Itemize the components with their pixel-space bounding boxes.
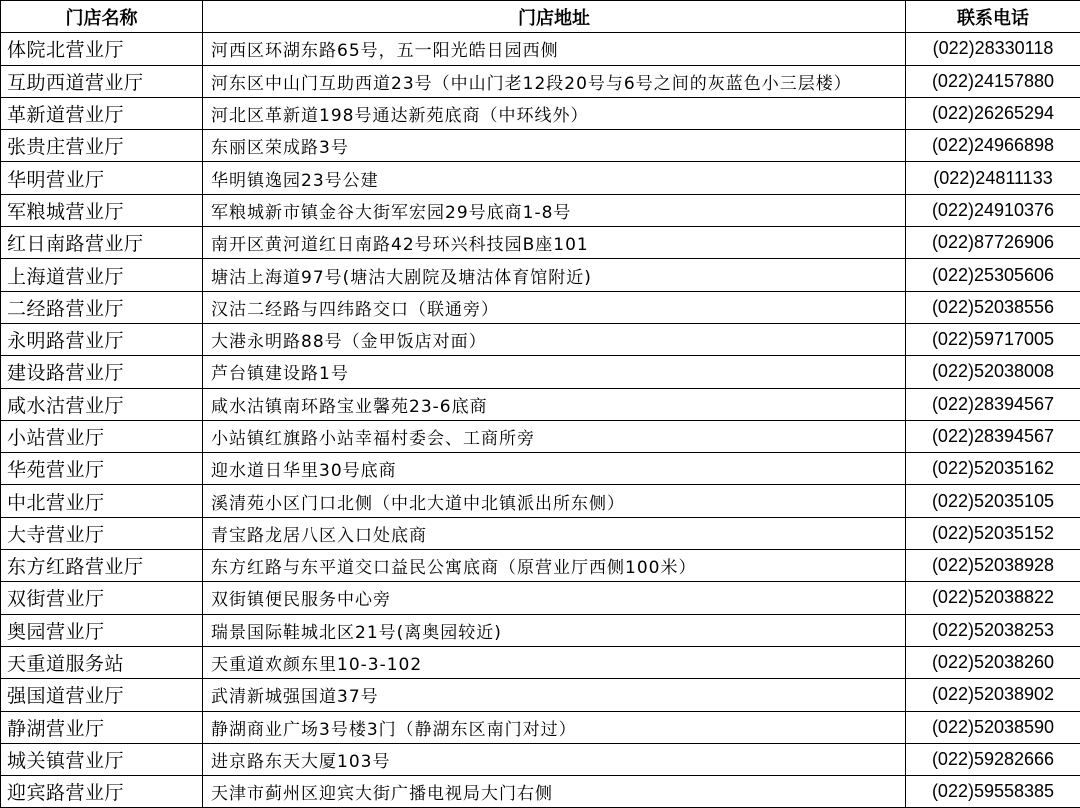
table-row bbox=[1, 130, 1080, 162]
phone-cell: (022)87726906 bbox=[906, 227, 1080, 259]
store-address-cell: 军粮城新市镇金谷大街军宏园29号底商1-8号 bbox=[203, 194, 906, 226]
phone-cell: (022)52035105 bbox=[906, 485, 1080, 517]
store-address-cell: 芦台镇建设路1号 bbox=[203, 356, 906, 388]
table-row bbox=[1, 194, 1080, 226]
table-row bbox=[1, 614, 1080, 646]
store-name-cell: 静湖营业厅 bbox=[1, 711, 203, 743]
header-phone: 联系电话 bbox=[906, 1, 1080, 33]
store-address-cell: 溪清苑小区门口北侧（中北大道中北镇派出所东侧） bbox=[203, 485, 906, 517]
store-address-cell: 东丽区荣成路3号 bbox=[203, 130, 906, 162]
store-address-cell: 汉沽二经路与四纬路交口（联通旁） bbox=[203, 291, 906, 323]
store-address-cell: 咸水沽镇南环路宝业馨苑23-6底商 bbox=[203, 388, 906, 420]
store-address-cell: 迎水道日华里30号底商 bbox=[203, 453, 906, 485]
table-row bbox=[1, 291, 1080, 323]
store-address-cell: 武清新城强国道37号 bbox=[203, 679, 906, 711]
phone-cell: (022)26265294 bbox=[906, 97, 1080, 129]
store-address-cell: 大港永明路88号（金甲饭店对面） bbox=[203, 323, 906, 355]
phone-cell: (022)24157880 bbox=[906, 65, 1080, 97]
store-address-cell: 河东区中山门互助西道23号（中山门老12段20号与6号之间的灰蓝色小三层楼） bbox=[203, 65, 906, 97]
store-address-cell: 河西区环湖东路65号，五一阳光皓日园西侧 bbox=[203, 33, 906, 65]
table-row bbox=[1, 420, 1080, 452]
store-name-cell: 大寺营业厅 bbox=[1, 517, 203, 549]
store-address-cell: 天重道欢颜东里10-3-102 bbox=[203, 646, 906, 678]
store-name-cell: 天重道服务站 bbox=[1, 646, 203, 678]
phone-cell: (022)25305606 bbox=[906, 259, 1080, 291]
table-row bbox=[1, 259, 1080, 291]
table-row bbox=[1, 162, 1080, 194]
store-name-cell: 东方红路营业厅 bbox=[1, 550, 203, 582]
phone-cell: (022)59282666 bbox=[906, 743, 1080, 775]
phone-cell: (022)24966898 bbox=[906, 130, 1080, 162]
phone-cell: (022)52035162 bbox=[906, 453, 1080, 485]
table-row bbox=[1, 646, 1080, 678]
store-name-cell: 革新道营业厅 bbox=[1, 97, 203, 129]
store-address-cell: 静湖商业广场3号楼3门（静湖东区南门对过） bbox=[203, 711, 906, 743]
phone-cell: (022)52038008 bbox=[906, 356, 1080, 388]
phone-cell: (022)59717005 bbox=[906, 323, 1080, 355]
store-address-cell: 东方红路与东平道交口益民公寓底商（原营业厅西侧100米） bbox=[203, 550, 906, 582]
store-name-cell: 互助西道营业厅 bbox=[1, 65, 203, 97]
table-row bbox=[1, 679, 1080, 711]
phone-cell: (022)52038260 bbox=[906, 646, 1080, 678]
store-address-cell: 小站镇红旗路小站幸福村委会、工商所旁 bbox=[203, 420, 906, 452]
store-name-cell: 体院北营业厅 bbox=[1, 33, 203, 65]
table-row bbox=[1, 65, 1080, 97]
table-row bbox=[1, 582, 1080, 614]
table-row bbox=[1, 711, 1080, 743]
header-store-address: 门店地址 bbox=[203, 1, 906, 33]
store-name-cell: 城关镇营业厅 bbox=[1, 743, 203, 775]
store-name-cell: 小站营业厅 bbox=[1, 420, 203, 452]
store-name-cell: 红日南路营业厅 bbox=[1, 227, 203, 259]
store-address-cell: 华明镇逸园23号公建 bbox=[203, 162, 906, 194]
store-name-cell: 张贵庄营业厅 bbox=[1, 130, 203, 162]
phone-cell: (022)24910376 bbox=[906, 194, 1080, 226]
phone-cell: (022)59558385 bbox=[906, 776, 1080, 808]
phone-cell: (022)52038253 bbox=[906, 614, 1080, 646]
phone-cell: (022)28330118 bbox=[906, 33, 1080, 65]
table-row bbox=[1, 485, 1080, 517]
phone-cell: (022)24811133 bbox=[906, 162, 1080, 194]
store-name-cell: 华明营业厅 bbox=[1, 162, 203, 194]
store-name-cell: 军粮城营业厅 bbox=[1, 194, 203, 226]
store-name-cell: 中北营业厅 bbox=[1, 485, 203, 517]
header-row bbox=[1, 1, 1080, 33]
store-address-cell: 塘沽上海道97号(塘沽大剧院及塘沽体育馆附近) bbox=[203, 259, 906, 291]
phone-cell: (022)52035152 bbox=[906, 517, 1080, 549]
phone-cell: (022)28394567 bbox=[906, 420, 1080, 452]
store-name-cell: 强国道营业厅 bbox=[1, 679, 203, 711]
store-name-cell: 咸水沽营业厅 bbox=[1, 388, 203, 420]
store-address-cell: 河北区革新道198号通达新苑底商（中环线外） bbox=[203, 97, 906, 129]
table-row bbox=[1, 776, 1080, 808]
phone-cell: (022)52038928 bbox=[906, 550, 1080, 582]
store-name-cell: 二经路营业厅 bbox=[1, 291, 203, 323]
store-address-cell: 瑞景国际鞋城北区21号(离奥园较近) bbox=[203, 614, 906, 646]
table-row bbox=[1, 33, 1080, 65]
table-row bbox=[1, 323, 1080, 355]
store-address-cell: 双街镇便民服务中心旁 bbox=[203, 582, 906, 614]
table-row bbox=[1, 453, 1080, 485]
store-address-cell: 天津市蓟州区迎宾大街广播电视局大门右侧 bbox=[203, 776, 906, 808]
table-row bbox=[1, 517, 1080, 549]
store-address-cell: 进京路东天大厦103号 bbox=[203, 743, 906, 775]
phone-cell: (022)52038556 bbox=[906, 291, 1080, 323]
store-name-cell: 双街营业厅 bbox=[1, 582, 203, 614]
phone-cell: (022)28394567 bbox=[906, 388, 1080, 420]
table-body bbox=[1, 33, 1080, 808]
table-row bbox=[1, 388, 1080, 420]
table-row bbox=[1, 356, 1080, 388]
store-name-cell: 奥园营业厅 bbox=[1, 614, 203, 646]
store-name-cell: 迎宾路营业厅 bbox=[1, 776, 203, 808]
header-store-name: 门店名称 bbox=[1, 1, 203, 33]
store-name-cell: 上海道营业厅 bbox=[1, 259, 203, 291]
store-name-cell: 建设路营业厅 bbox=[1, 356, 203, 388]
phone-cell: (022)52038902 bbox=[906, 679, 1080, 711]
store-address-cell: 南开区黄河道红日南路42号环兴科技园B座101 bbox=[203, 227, 906, 259]
table-row bbox=[1, 743, 1080, 775]
store-name-cell: 永明路营业厅 bbox=[1, 323, 203, 355]
store-name-cell: 华苑营业厅 bbox=[1, 453, 203, 485]
table-row bbox=[1, 97, 1080, 129]
phone-cell: (022)52038590 bbox=[906, 711, 1080, 743]
phone-cell: (022)52038822 bbox=[906, 582, 1080, 614]
store-address-cell: 青宝路龙居八区入口处底商 bbox=[203, 517, 906, 549]
table-header bbox=[1, 1, 1080, 33]
table-row bbox=[1, 550, 1080, 582]
table-row bbox=[1, 227, 1080, 259]
